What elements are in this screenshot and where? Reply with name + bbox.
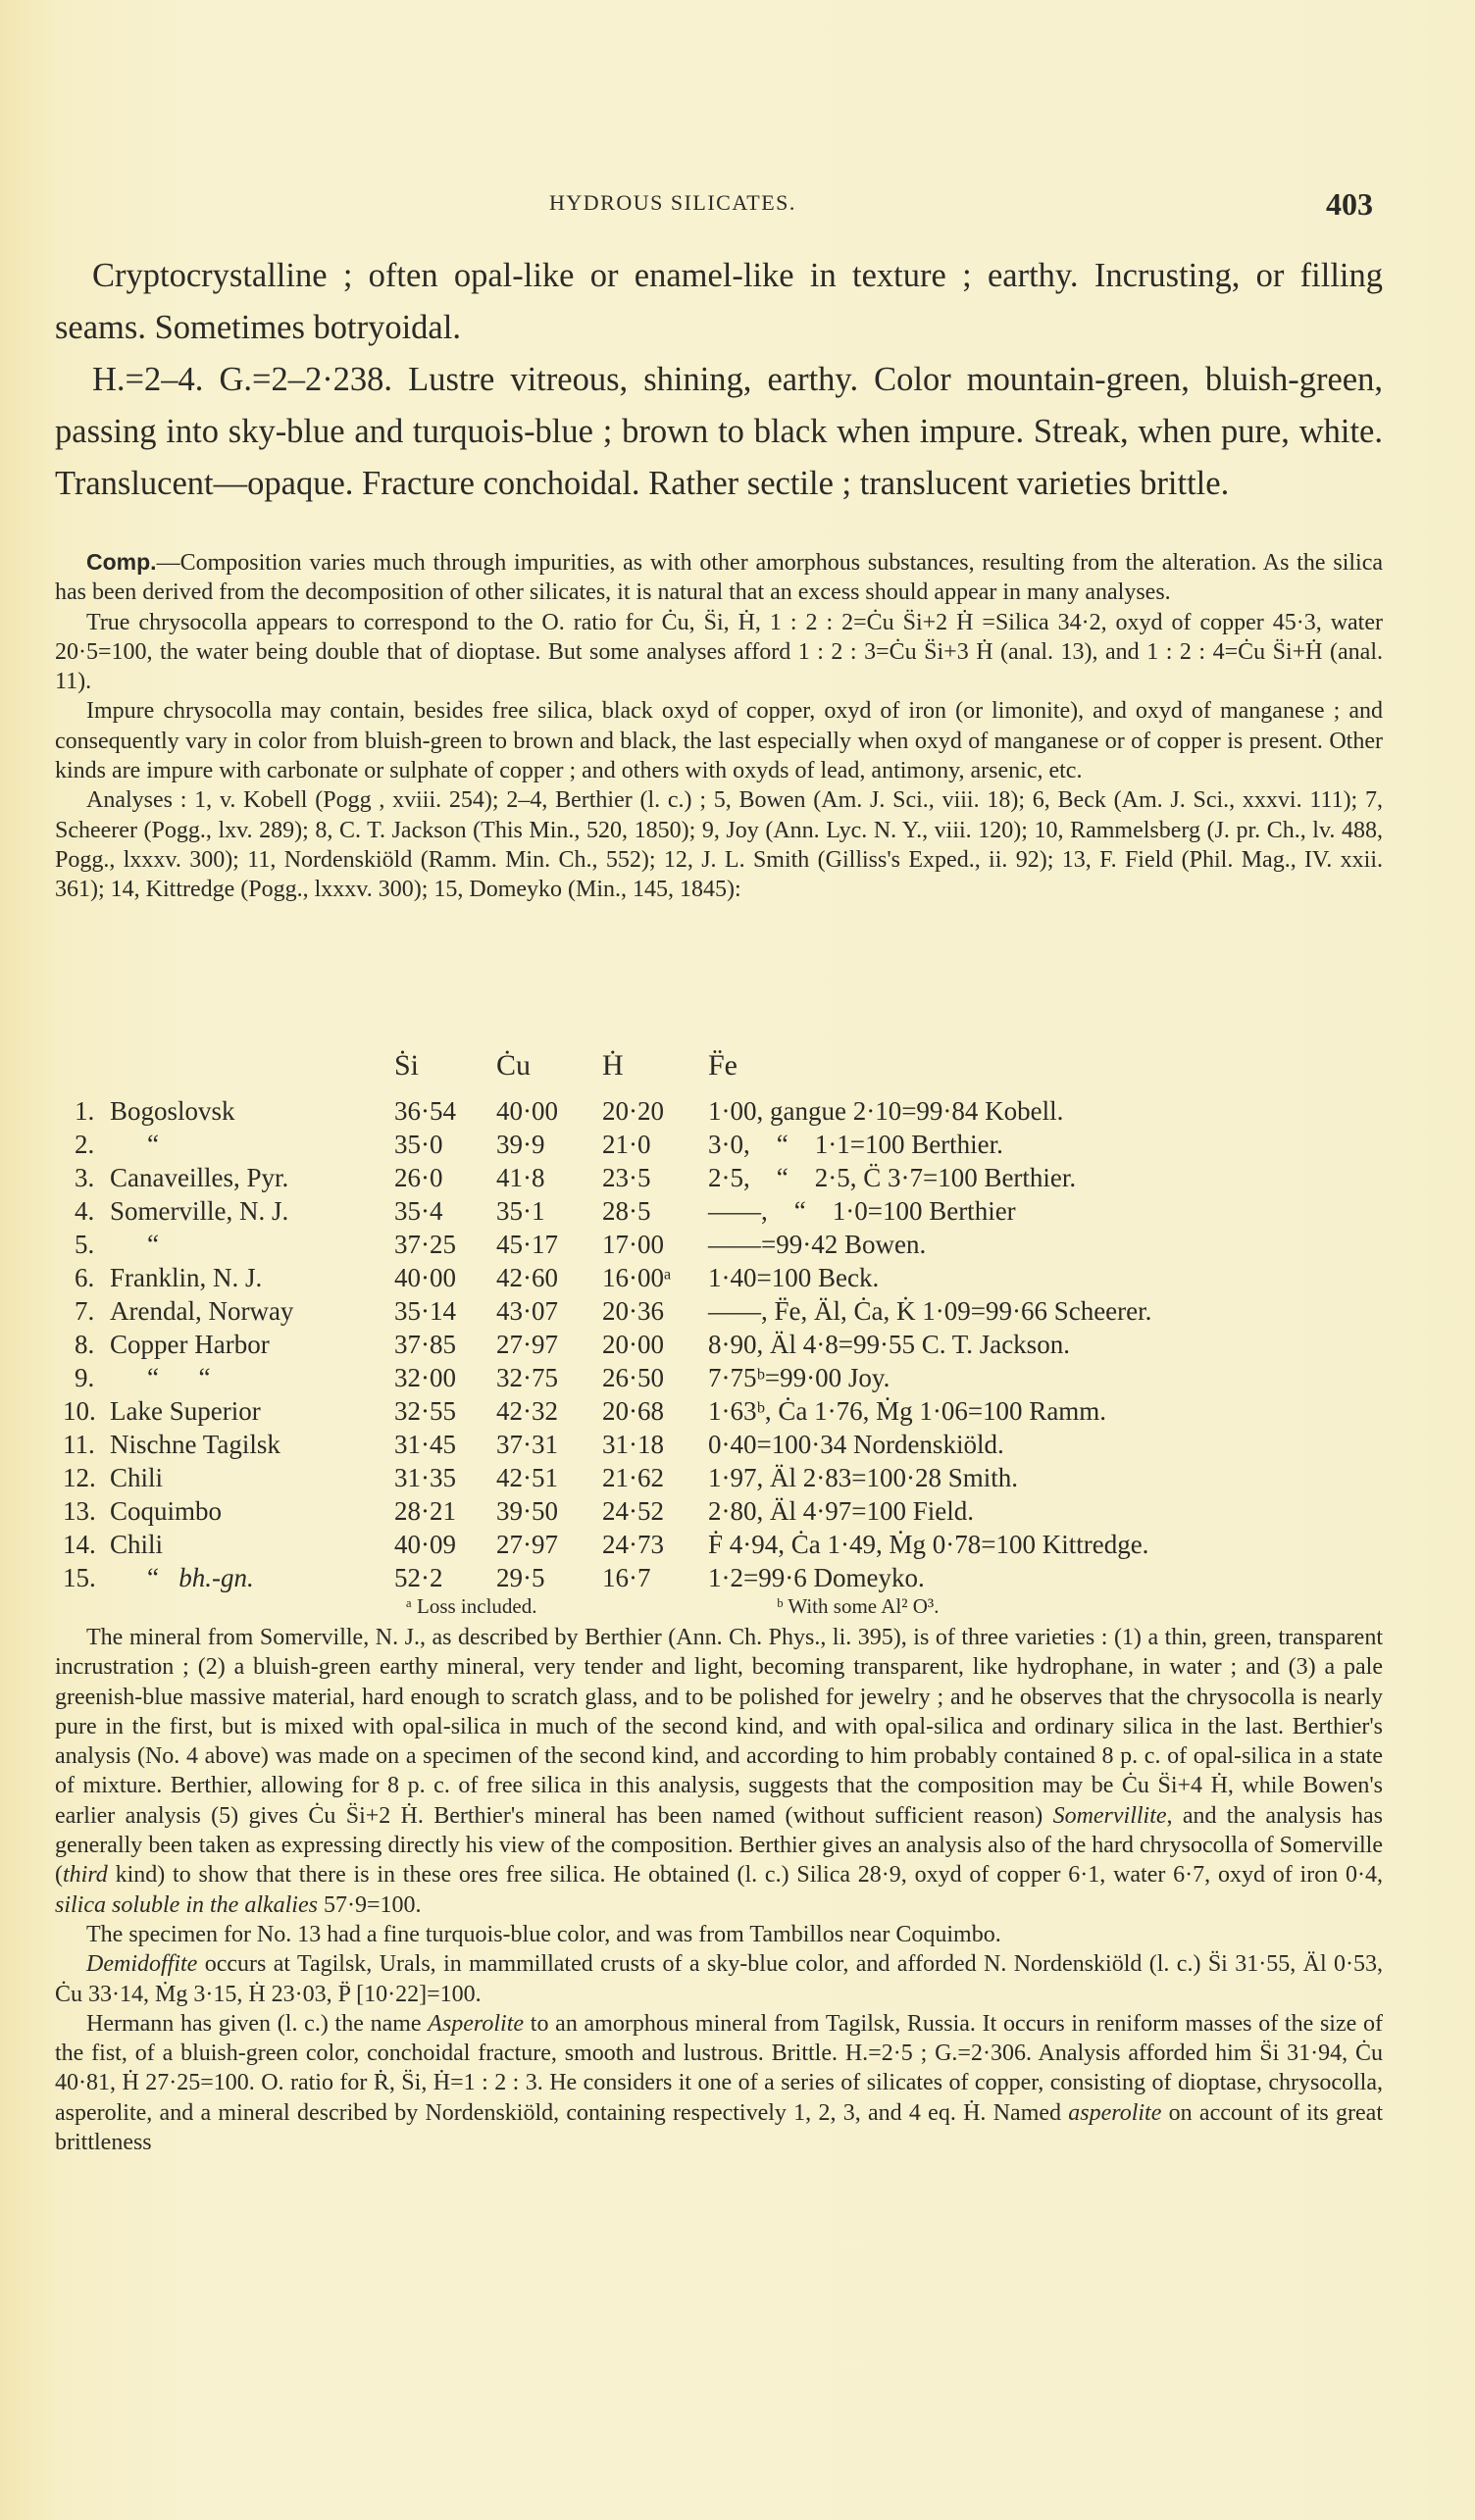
- row-water: 26·50: [602, 1363, 664, 1392]
- table-row: [0, 1228, 1475, 1261]
- composition-label: Comp.: [86, 549, 157, 575]
- row-locality: “ bh.-gn.: [147, 1563, 254, 1592]
- table-row: [0, 1194, 1475, 1228]
- row-number: 12.: [63, 1463, 96, 1492]
- row-number: 2.: [75, 1130, 95, 1159]
- row-copper-oxide: 32·75: [496, 1363, 558, 1392]
- row-copper-oxide: 27·97: [496, 1530, 558, 1559]
- analyses-table: [0, 1043, 1475, 1624]
- table-header: [0, 1043, 1475, 1094]
- row-water: 24·52: [602, 1496, 664, 1526]
- row-water: 21·0: [602, 1130, 651, 1159]
- coquimbo-paragraph: The specimen for No. 13 had a fine turquois-blue color, and was from Tambillos near Coquimbo.: [86, 1921, 1001, 1947]
- row-copper-oxide: 42·51: [496, 1463, 558, 1492]
- table-row: [0, 1361, 1475, 1394]
- row-copper-oxide: 43·07: [496, 1296, 558, 1326]
- row-locality: “: [147, 1130, 159, 1159]
- row-locality: Coquimbo: [110, 1496, 223, 1526]
- table-row: [0, 1128, 1475, 1161]
- row-water: 20·00: [602, 1330, 664, 1359]
- row-remainder: 2·80, Äl 4·97=100 Field.: [708, 1496, 974, 1526]
- row-remainder: 0·40=100·34 Nordenskiöld.: [708, 1430, 1004, 1459]
- row-number: 8.: [75, 1330, 95, 1359]
- properties-paragraph: H.=2–4. G.=2–2·238. Lustre vitreous, shining, earthy. Color mountain-green, bluish-green, passing into sky-blue and turquois-blue ; brown to black when impure. Streak, when pure, white. Translucent—opaque. Fracture conchoidal. Rather sectile ; translucent varieties brittle.: [55, 361, 1383, 502]
- table-row: [0, 1161, 1475, 1194]
- table-row: [0, 1328, 1475, 1361]
- row-locality: Canaveilles, Pyr.: [110, 1163, 289, 1192]
- table-row: [0, 1394, 1475, 1428]
- row-silica: 52·2: [394, 1563, 443, 1592]
- row-silica: 28·21: [394, 1496, 456, 1526]
- row-remainder: ——, F̈e, Äl, Ċa, K̇ 1·09=99·66 Scheerer.: [708, 1296, 1152, 1326]
- row-remainder: 1·2=99·6 Domeyko.: [708, 1563, 925, 1592]
- row-remainder: ——=99·42 Bowen.: [708, 1230, 927, 1259]
- row-water: 17·00: [602, 1230, 664, 1259]
- row-number: 15.: [63, 1563, 96, 1592]
- row-silica: 40·09: [394, 1530, 456, 1559]
- row-water: 21·62: [602, 1463, 664, 1492]
- row-silica: 37·25: [394, 1230, 456, 1259]
- row-silica: 35·14: [394, 1296, 456, 1326]
- row-water: 16·00ᵃ: [602, 1263, 672, 1292]
- row-copper-oxide: 42·60: [496, 1263, 558, 1292]
- row-number: 1.: [75, 1096, 95, 1126]
- row-remainder: Ḟ 4·94, Ċa 1·49, Ṁg 0·78=100 Kittredge.: [708, 1530, 1149, 1559]
- row-remainder: ——, “ 1·0=100 Berthier: [708, 1196, 1016, 1226]
- row-remainder: 1·00, gangue 2·10=99·84 Kobell.: [708, 1096, 1064, 1126]
- running-head: [0, 186, 1475, 226]
- table-row: [0, 1261, 1475, 1294]
- row-silica: 31·35: [394, 1463, 456, 1492]
- row-number: 10.: [63, 1396, 96, 1426]
- table-row: [0, 1094, 1475, 1128]
- row-copper-oxide: 35·1: [496, 1196, 545, 1226]
- column-header-cu: Ċu: [496, 1049, 532, 1082]
- row-water: 20·20: [602, 1096, 664, 1126]
- page-number: 403: [1326, 186, 1373, 222]
- column-header-h: Ḣ: [602, 1049, 624, 1082]
- row-silica: 36·54: [394, 1096, 456, 1126]
- row-locality: Lake Superior: [110, 1396, 261, 1426]
- row-copper-oxide: 37·31: [496, 1430, 558, 1459]
- row-locality: Nischne Tagilsk: [110, 1430, 280, 1459]
- row-copper-oxide: 39·9: [496, 1130, 545, 1159]
- table-row: [0, 1294, 1475, 1328]
- row-locality: “: [147, 1230, 159, 1259]
- row-silica: 40·00: [394, 1263, 456, 1292]
- row-remainder: 2·5, “ 2·5, C̈ 3·7=100 Berthier.: [708, 1163, 1077, 1192]
- row-water: 28·5: [602, 1196, 651, 1226]
- row-copper-oxide: 29·5: [496, 1563, 545, 1592]
- row-water: 23·5: [602, 1163, 651, 1192]
- impure-chrysocolla-paragraph: Impure chrysocolla may contain, besides free silica, black oxyd of copper, oxyd of iron (or limonite), and oxyd of manganese ; and consequently vary in color from bluish-green to brown and black, the last especially when oxyd of manganese or of copper is present. Other kinds are impure with carbonate or sulphate of copper ; and others with oxyds of lead, antimony, arsenic, etc.: [55, 698, 1383, 784]
- asperolite-paragraph: Hermann has given (l. c.) the name Asperolite to an amorphous mineral from Tagilsk, Russia. It occurs in reniform masses of the size of the fist, of a bluish-green color, conchoidal fracture, smooth and lustrous. Brittle. H.=2·5 ; G.=2·306. Analysis afforded him S̈i 31·94, Ċu 40·81, Ḣ 27·25=100. O. ratio for Ṙ, S̈i, Ḣ=1 : 2 : 3. He considers it one of a series of silicates of copper, consisting of dioptase, chrysocolla, asperolite, and a mineral described by Nordenskiöld, containing respectively 1, 2, 3, and 4 eq. Ḣ. Named asperolite on account of its great brittleness: [55, 2010, 1383, 2156]
- row-remainder: 3·0, “ 1·1=100 Berthier.: [708, 1130, 1003, 1159]
- row-locality: “ “: [147, 1363, 211, 1392]
- row-number: 11.: [63, 1430, 95, 1459]
- row-silica: 35·4: [394, 1196, 443, 1226]
- row-locality: Franklin, N. J.: [110, 1263, 263, 1292]
- description-section: [55, 250, 1383, 510]
- column-header-si: Ṡi: [394, 1049, 420, 1082]
- row-number: 6.: [75, 1263, 95, 1292]
- row-number: 7.: [75, 1296, 95, 1326]
- row-copper-oxide: 41·8: [496, 1163, 545, 1192]
- row-number: 14.: [63, 1530, 96, 1559]
- row-locality: Arendal, Norway: [110, 1296, 294, 1326]
- row-silica: 32·00: [394, 1363, 456, 1392]
- row-water: 31·18: [602, 1430, 664, 1459]
- row-number: 4.: [75, 1196, 95, 1226]
- row-silica: 35·0: [394, 1130, 443, 1159]
- row-number: 3.: [75, 1163, 95, 1192]
- running-title: HYDROUS SILICATES.: [549, 190, 796, 215]
- row-water: 20·36: [602, 1296, 664, 1326]
- composition-paragraph: [55, 547, 1383, 608]
- somerville-paragraph: The mineral from Somerville, N. J., as described by Berthier (Ann. Ch. Phys., li. 395), is of three varieties : (1) a thin, green, transparent incrustration ; (2) a bluish-green earthy mineral, very tender and light, becoming transparent, like hydrophane, in water ; and (3) a pale greenish-blue massive material, hard enough to scratch glass, and to be polished for jewelry ; and he observes that the chrysocolla is nearly pure in the first, but is mixed with opal-silica in much of the second kind, and with opal-silica and ordinary silica in the last. Berthier's analysis (No. 4 above) was made on a specimen of the second kind, and according to him probably contained 8 p. c. of opal-silica in a state of mixture. Berthier, allowing for 8 p. c. of free silica in this analysis, suggests that the composition may be Ċu S̈i+4 Ḣ, while Bowen's earlier analysis (5) gives Ċu S̈i+2 Ḣ. Berthier's mineral has been named (without sufficient reason) Somervillite, and the analysis has generally been taken as expressing directly his view of the composition. Berthier gives an analysis also of the hard chrysocolla of Somerville (third kind) to show that there is in these ores free silica. He obtained (l. c.) Silica 28·9, oxyd of copper 6·1, water 6·7, oxyd of iron 0·4, silica soluble in the alkalies 57·9=100.: [55, 1625, 1383, 1918]
- row-copper-oxide: 27·97: [496, 1330, 558, 1359]
- row-number: 13.: [63, 1496, 96, 1526]
- row-silica: 32·55: [394, 1396, 456, 1426]
- texture-paragraph: Cryptocrystalline ; often opal-like or enamel-like in texture ; earthy. Incrusting, or filling seams. Sometimes botryoidal.: [55, 257, 1383, 346]
- row-water: 16·7: [602, 1563, 651, 1592]
- table-row: [0, 1528, 1475, 1561]
- composition-section: [55, 547, 1383, 905]
- row-copper-oxide: 45·17: [496, 1230, 558, 1259]
- table-row: [0, 1461, 1475, 1494]
- row-water: 24·73: [602, 1530, 664, 1559]
- column-header-fe: F̈e: [708, 1049, 738, 1082]
- demidoffite-paragraph: Demidoffite occurs at Tagilsk, Urals, in mammillated crusts of a sky-blue color, and afforded N. Nordenskiöld (l. c.) S̈i 31·55, Äl 0·53, Ċu 33·14, Ṁg 3·15, Ḣ 23·03, P̈ [10·22]=100.: [55, 1951, 1383, 2007]
- true-chrysocolla-paragraph: True chrysocolla appears to correspond to the O. ratio for Ċu, S̈i, Ḣ, 1 : 2 : 2=Ċu S̈i+2 Ḣ =Silica 34·2, oxyd of copper 45·3, water 20·5=100, the water being double that of dioptase. But some analyses afford 1 : 2 : 3=Ċu S̈i+3 Ḣ (anal. 13), and 1 : 2 : 4=Ċu S̈i+Ḣ (anal. 11).: [55, 609, 1383, 695]
- footnote-a: ᵃ Loss included.: [406, 1594, 537, 1618]
- row-remainder: 8·90, Äl 4·8=99·55 C. T. Jackson.: [708, 1330, 1070, 1359]
- composition-text: —Composition varies much through impurities, as with other amorphous substances, resulting from the alteration. As the silica has been derived from the decomposition of other silicates, it is natural that an excess should appear in many analyses.: [55, 550, 1383, 606]
- row-remainder: 1·97, Äl 2·83=100·28 Smith.: [708, 1463, 1018, 1492]
- row-silica: 26·0: [394, 1163, 443, 1192]
- row-silica: 31·45: [394, 1430, 456, 1459]
- table-footnotes: [0, 1594, 1475, 1624]
- row-silica: 37·85: [394, 1330, 456, 1359]
- row-locality: Copper Harbor: [110, 1330, 270, 1359]
- row-locality: Chili: [110, 1530, 164, 1559]
- row-copper-oxide: 42·32: [496, 1396, 558, 1426]
- row-number: 9.: [75, 1363, 95, 1392]
- analyses-sources-paragraph: Analyses : 1, v. Kobell (Pogg , xviii. 254); 2–4, Berthier (l. c.) ; 5, Bowen (Am. J. Sci., viii. 18); 6, Beck (Am. J. Sci., xxxvi. 111); 7, Scheerer (Pogg., lxv. 289); 8, C. T. Jackson (This Min., 520, 1850); 9, Joy (Ann. Lyc. N. Y., viii. 120); 10, Rammelsberg (J. pr. Ch., lv. 488, Pogg., lxxxv. 300); 11, Nordenskiöld (Ramm. Min. Ch., 552); 12, J. L. Smith (Gilliss's Exped., ii. 92); 13, F. Field (Phil. Mag., IV. xxii. 361); 14, Kittredge (Pogg., lxxxv. 300); 15, Domeyko (Min., 145, 1845):: [55, 787, 1383, 903]
- row-copper-oxide: 40·00: [496, 1096, 558, 1126]
- row-number: 5.: [75, 1230, 95, 1259]
- row-copper-oxide: 39·50: [496, 1496, 558, 1526]
- row-locality: Bogoslovsk: [110, 1096, 235, 1126]
- table-row: [0, 1428, 1475, 1461]
- row-water: 20·68: [602, 1396, 664, 1426]
- row-remainder: 7·75ᵇ=99·00 Joy.: [708, 1363, 890, 1392]
- row-remainder: 1·40=100 Beck.: [708, 1263, 880, 1292]
- discussion-section: [55, 1623, 1383, 2157]
- row-remainder: 1·63ᵇ, Ċa 1·76, Ṁg 1·06=100 Ramm.: [708, 1396, 1107, 1426]
- row-locality: Somerville, N. J.: [110, 1196, 289, 1226]
- table-row: [0, 1494, 1475, 1528]
- table-body: [0, 1094, 1475, 1594]
- footnote-b: ᵇ With some Al² O³.: [777, 1594, 940, 1618]
- row-locality: Chili: [110, 1463, 164, 1492]
- table-row: [0, 1561, 1475, 1594]
